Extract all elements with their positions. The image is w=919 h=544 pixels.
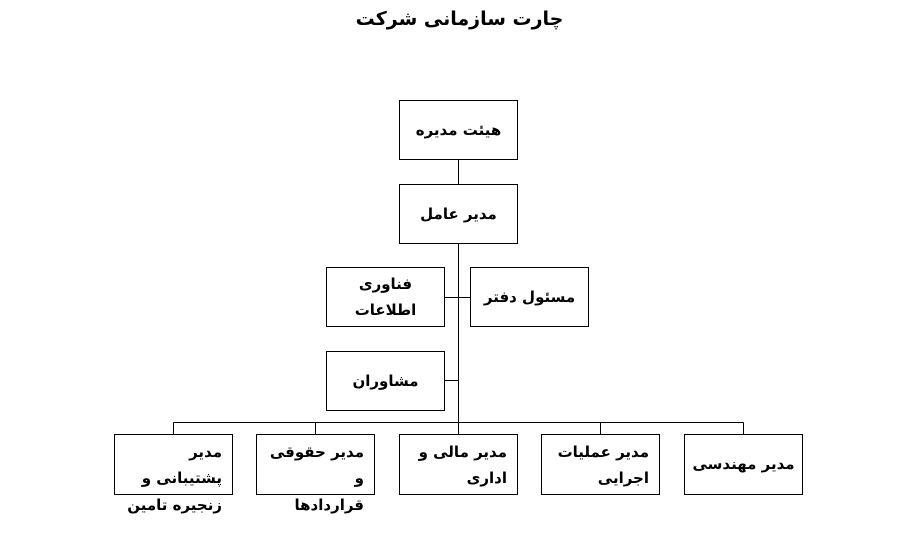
office-manager-label: مسئول دفتر (483, 287, 576, 306)
it-label: فناوری اطلاعات (354, 274, 417, 319)
legal-node (256, 434, 375, 514)
advisors-label: مشاوران (352, 371, 419, 390)
legal-label-line1: مدیر حقوقی و (269, 443, 364, 488)
ceo-node (399, 184, 518, 244)
operations-label-line1: مدیر عملیات (557, 443, 649, 461)
board-node (399, 100, 518, 160)
it-node (326, 267, 445, 327)
advisors-node (326, 351, 445, 411)
ceo-label: مدیر عامل (420, 204, 497, 223)
finance-label-line2: اداری (466, 469, 507, 488)
operations-label-line2: اجرایی (597, 469, 649, 488)
engineering-node (684, 434, 803, 495)
chart-title: چارت سازمانی شرکت (355, 8, 564, 30)
board-label: هیئت مدیره (415, 120, 502, 139)
supply-chain-node (114, 434, 233, 514)
supply-chain-label-line1: مدیر پشتیبانی و (141, 443, 222, 488)
engineering-label: مدیر مهندسی (692, 455, 795, 474)
supply-chain-label-line2: زنجیره تامین (127, 495, 222, 514)
operations-node (541, 434, 660, 495)
finance-label-line1: مدیر مالی و (418, 443, 507, 461)
office-manager-node (470, 267, 589, 327)
finance-node (399, 434, 518, 495)
legal-label-line2: قراردادها (294, 495, 364, 514)
